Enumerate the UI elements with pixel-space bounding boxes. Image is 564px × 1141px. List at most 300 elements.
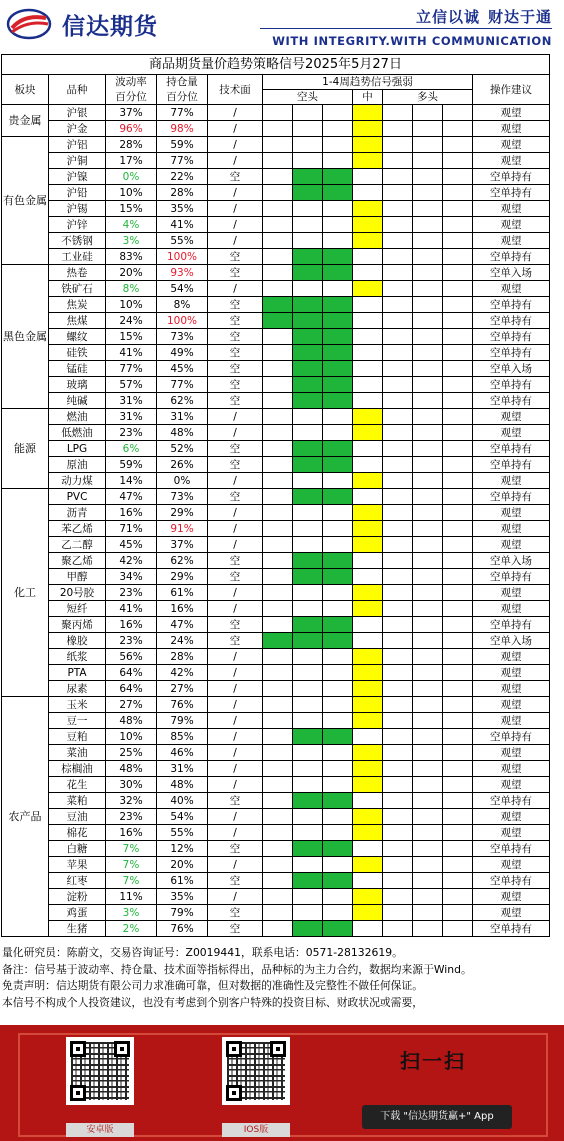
signal-strength-cell (443, 425, 473, 441)
signal-strength-cell (413, 313, 443, 329)
qr-code-icon[interactable] (222, 1037, 290, 1105)
signal-strength-cell (353, 313, 383, 329)
signal-strength-cell (263, 281, 293, 297)
volatility-cell: 10% (106, 729, 157, 745)
volatility-cell: 41% (106, 601, 157, 617)
signal-strength-cell (413, 761, 443, 777)
signal-strength-cell (383, 889, 413, 905)
signal-strength-cell (293, 361, 323, 377)
signal-strength-cell (443, 313, 473, 329)
signal-strength-cell (263, 553, 293, 569)
signal-strength-cell (323, 121, 353, 137)
signal-strength-cell (383, 345, 413, 361)
signal-strength-cell (263, 569, 293, 585)
signal-strength-cell (293, 105, 323, 121)
open-interest-cell: 98% (157, 121, 208, 137)
signal-strength-cell (383, 649, 413, 665)
signal-strength-cell (293, 649, 323, 665)
advice-cell: 观望 (473, 761, 550, 777)
volatility-cell: 7% (106, 873, 157, 889)
signal-strength-cell (353, 633, 383, 649)
signal-strength-cell (413, 361, 443, 377)
table-row (2, 441, 550, 457)
advice-cell: 空单持有 (473, 921, 550, 937)
table-row (2, 777, 550, 793)
ios-label: IOS版 (222, 1123, 290, 1137)
signal-strength-cell (353, 857, 383, 873)
technical-cell: / (208, 665, 263, 681)
signal-strength-cell (293, 633, 323, 649)
open-interest-cell: 8% (157, 297, 208, 313)
table-row (2, 553, 550, 569)
signal-strength-cell (323, 297, 353, 313)
signal-strength-cell (263, 745, 293, 761)
table-row (2, 409, 550, 425)
volatility-cell: 28% (106, 137, 157, 153)
signal-strength-cell (353, 809, 383, 825)
open-interest-cell: 61% (157, 585, 208, 601)
volatility-cell: 32% (106, 793, 157, 809)
open-interest-cell: 31% (157, 409, 208, 425)
signal-strength-cell (383, 569, 413, 585)
signal-strength-cell (323, 761, 353, 777)
variety-cell: 纯碱 (49, 393, 106, 409)
signal-strength-cell (443, 169, 473, 185)
table-row (2, 729, 550, 745)
signal-strength-cell (323, 521, 353, 537)
signal-strength-cell (323, 377, 353, 393)
advice-cell: 观望 (473, 889, 550, 905)
signal-strength-cell (323, 489, 353, 505)
signal-strength-cell (353, 777, 383, 793)
open-interest-cell: 93% (157, 265, 208, 281)
signal-strength-cell (263, 393, 293, 409)
signal-strength-cell (413, 105, 443, 121)
signal-strength-cell (413, 585, 443, 601)
signal-strength-cell (323, 457, 353, 473)
signal-strength-cell (413, 297, 443, 313)
signal-strength-cell (383, 329, 413, 345)
signal-strength-cell (293, 121, 323, 137)
signal-strength-cell (293, 265, 323, 281)
signal-strength-cell (353, 489, 383, 505)
open-interest-cell: 28% (157, 649, 208, 665)
header-tech: 技术面 (208, 75, 263, 105)
signal-strength-cell (383, 873, 413, 889)
signal-strength-cell (353, 281, 383, 297)
advice-cell: 观望 (473, 521, 550, 537)
signal-strength-cell (443, 761, 473, 777)
signal-strength-cell (353, 137, 383, 153)
signal-strength-cell (323, 153, 353, 169)
signal-strength-cell (413, 377, 443, 393)
signal-strength-cell (293, 889, 323, 905)
volatility-cell: 45% (106, 537, 157, 553)
signal-strength-cell (413, 665, 443, 681)
open-interest-cell: 100% (157, 313, 208, 329)
variety-cell: PTA (49, 665, 106, 681)
signal-strength-cell (353, 585, 383, 601)
advice-cell: 空单入场 (473, 265, 550, 281)
signal-strength-cell (413, 841, 443, 857)
signal-strength-cell (263, 121, 293, 137)
volatility-cell: 14% (106, 473, 157, 489)
signal-strength-cell (293, 313, 323, 329)
signal-strength-cell (383, 665, 413, 681)
signal-strength-cell (443, 505, 473, 521)
table-row (2, 761, 550, 777)
signal-strength-cell (383, 809, 413, 825)
signal-strength-cell (293, 233, 323, 249)
variety-cell: 玻璃 (49, 377, 106, 393)
signal-strength-cell (383, 441, 413, 457)
technical-cell: / (208, 697, 263, 713)
signal-strength-cell (443, 265, 473, 281)
signal-strength-cell (413, 905, 443, 921)
open-interest-cell: 20% (157, 857, 208, 873)
technical-cell: / (208, 825, 263, 841)
variety-cell: 红枣 (49, 873, 106, 889)
volatility-cell: 47% (106, 489, 157, 505)
advice-cell: 观望 (473, 425, 550, 441)
open-interest-cell: 77% (157, 105, 208, 121)
signal-strength-cell (263, 729, 293, 745)
signal-strength-cell (323, 649, 353, 665)
remark-line: 备注：信号基于波动率、持仓量、技术面等指标得出，品种标的为主力合约，数据均来源于Wind。 (2, 962, 472, 976)
signal-strength-cell (263, 217, 293, 233)
technical-cell: / (208, 217, 263, 233)
header-advice: 操作建议 (473, 75, 550, 105)
technical-cell: / (208, 137, 263, 153)
table-row (2, 585, 550, 601)
signal-strength-cell (443, 697, 473, 713)
volatility-cell: 16% (106, 505, 157, 521)
signal-strength-cell (353, 649, 383, 665)
cinda-logo-icon (6, 8, 52, 40)
signal-strength-cell (323, 921, 353, 937)
signal-strength-cell (443, 793, 473, 809)
signal-strength-cell (263, 809, 293, 825)
variety-cell: PVC (49, 489, 106, 505)
variety-cell: 豆油 (49, 809, 106, 825)
advice-cell: 空单入场 (473, 361, 550, 377)
variety-cell: 原油 (49, 457, 106, 473)
technical-cell: 空 (208, 873, 263, 889)
signal-strength-cell (443, 585, 473, 601)
advice-cell: 观望 (473, 217, 550, 233)
signal-strength-cell (353, 601, 383, 617)
signal-strength-cell (323, 265, 353, 281)
signal-strength-cell (353, 425, 383, 441)
signal-strength-cell (293, 729, 323, 745)
open-interest-cell: 100% (157, 249, 208, 265)
signal-strength-cell (323, 185, 353, 201)
open-interest-cell: 40% (157, 793, 208, 809)
signal-strength-cell (383, 425, 413, 441)
open-interest-cell: 59% (157, 137, 208, 153)
signal-strength-cell (323, 825, 353, 841)
signal-strength-cell (413, 169, 443, 185)
signal-strength-cell (443, 393, 473, 409)
table-row (2, 665, 550, 681)
signal-strength-cell (383, 105, 413, 121)
advice-cell: 观望 (473, 121, 550, 137)
variety-cell: 棕榈油 (49, 761, 106, 777)
signal-strength-cell (443, 889, 473, 905)
signal-strength-cell (413, 505, 443, 521)
variety-cell: 沪银 (49, 105, 106, 121)
signal-strength-cell (353, 905, 383, 921)
signal-strength-cell (323, 729, 353, 745)
header-mid: 中 (353, 90, 383, 105)
signal-strength-cell (263, 761, 293, 777)
signal-strength-cell (413, 217, 443, 233)
variety-cell: 燃油 (49, 409, 106, 425)
volatility-cell: 41% (106, 345, 157, 361)
volatility-cell: 48% (106, 713, 157, 729)
signal-strength-cell (263, 889, 293, 905)
signal-strength-cell (263, 441, 293, 457)
signal-strength-cell (443, 473, 473, 489)
signal-strength-cell (443, 377, 473, 393)
sector-cell: 农产品 (2, 697, 49, 937)
signal-strength-cell (263, 457, 293, 473)
signal-strength-cell (413, 825, 443, 841)
signal-strength-cell (413, 601, 443, 617)
signal-strength-cell (263, 921, 293, 937)
variety-cell: 沪镍 (49, 169, 106, 185)
signal-strength-cell (353, 873, 383, 889)
open-interest-cell: 42% (157, 665, 208, 681)
signal-strength-cell (443, 873, 473, 889)
signal-strength-cell (443, 825, 473, 841)
signal-strength-cell (323, 745, 353, 761)
advice-cell: 观望 (473, 153, 550, 169)
signal-strength-cell (383, 457, 413, 473)
signal-strength-cell (323, 249, 353, 265)
signal-strength-cell (263, 313, 293, 329)
volatility-cell: 11% (106, 889, 157, 905)
advice-cell: 空单持有 (473, 441, 550, 457)
signal-strength-cell (293, 841, 323, 857)
volatility-cell: 34% (106, 569, 157, 585)
signal-strength-cell (443, 569, 473, 585)
table-row (2, 377, 550, 393)
signal-strength-cell (263, 153, 293, 169)
signal-strength-cell (323, 409, 353, 425)
signal-strength-cell (353, 889, 383, 905)
signal-strength-cell (443, 633, 473, 649)
variety-cell: 鸡蛋 (49, 905, 106, 921)
advice-cell: 空单持有 (473, 489, 550, 505)
volatility-cell: 96% (106, 121, 157, 137)
technical-cell: / (208, 809, 263, 825)
signal-strength-cell (443, 649, 473, 665)
signal-strength-cell (443, 329, 473, 345)
variety-cell: 沪铅 (49, 185, 106, 201)
signal-strength-cell (323, 441, 353, 457)
table-row (2, 633, 550, 649)
variety-cell: 短纤 (49, 601, 106, 617)
open-interest-cell: 49% (157, 345, 208, 361)
advice-cell: 观望 (473, 537, 550, 553)
table-row (2, 329, 550, 345)
advice-cell: 观望 (473, 649, 550, 665)
signal-strength-cell (263, 585, 293, 601)
advice-cell: 观望 (473, 825, 550, 841)
signal-strength-cell (263, 697, 293, 713)
open-interest-cell: 41% (157, 217, 208, 233)
qr-code-icon[interactable] (66, 1037, 134, 1105)
advice-cell: 观望 (473, 105, 550, 121)
signal-strength-cell (353, 825, 383, 841)
table-row (2, 489, 550, 505)
signal-strength-cell (293, 873, 323, 889)
volatility-cell: 7% (106, 857, 157, 873)
signal-strength-cell (413, 249, 443, 265)
scan-text: 扫一扫 (400, 1049, 466, 1073)
signal-strength-cell (353, 105, 383, 121)
advice-cell: 空单持有 (473, 249, 550, 265)
technical-cell: / (208, 777, 263, 793)
variety-cell: 甲醇 (49, 569, 106, 585)
open-interest-cell: 35% (157, 201, 208, 217)
open-interest-cell: 62% (157, 393, 208, 409)
signal-strength-cell (413, 793, 443, 809)
table-row (2, 713, 550, 729)
signal-strength-cell (383, 857, 413, 873)
signal-strength-cell (413, 681, 443, 697)
open-interest-cell: 46% (157, 745, 208, 761)
signal-strength-cell (263, 361, 293, 377)
signal-strength-cell (443, 489, 473, 505)
researcher-line: 量化研究员：陈蔚文，交易咨询证号：Z0019441，联系电话：0571-28132619。 (2, 946, 403, 959)
signal-strength-cell (413, 345, 443, 361)
variety-cell: 沪铝 (49, 137, 106, 153)
volatility-cell: 24% (106, 313, 157, 329)
signal-strength-cell (413, 441, 443, 457)
signal-strength-cell (443, 809, 473, 825)
signal-strength-cell (323, 105, 353, 121)
signal-strength-cell (293, 681, 323, 697)
volatility-cell: 56% (106, 649, 157, 665)
signal-strength-cell (323, 681, 353, 697)
signal-strength-cell (353, 793, 383, 809)
download-app-button[interactable]: 下载 "信达期货赢+" App (362, 1105, 512, 1129)
signal-strength-cell (353, 713, 383, 729)
variety-cell: 生猪 (49, 921, 106, 937)
signal-strength-cell (443, 729, 473, 745)
signal-strength-cell (383, 793, 413, 809)
volatility-cell: 71% (106, 521, 157, 537)
signal-strength-cell (353, 361, 383, 377)
technical-cell: / (208, 201, 263, 217)
technical-cell: / (208, 521, 263, 537)
signal-strength-cell (263, 345, 293, 361)
technical-cell: 空 (208, 617, 263, 633)
signal-strength-cell (443, 201, 473, 217)
technical-cell: / (208, 649, 263, 665)
signal-strength-cell (293, 601, 323, 617)
signal-strength-cell (323, 345, 353, 361)
signal-strength-cell (293, 777, 323, 793)
volatility-cell: 23% (106, 425, 157, 441)
signal-strength-cell (383, 633, 413, 649)
table-row (2, 345, 550, 361)
signal-strength-cell (383, 185, 413, 201)
signal-strength-cell (263, 601, 293, 617)
open-interest-cell: 73% (157, 329, 208, 345)
signal-strength-cell (293, 217, 323, 233)
table-row (2, 121, 550, 137)
open-interest-cell: 62% (157, 553, 208, 569)
variety-cell: 豆一 (49, 713, 106, 729)
table-row (2, 601, 550, 617)
signal-strength-cell (443, 745, 473, 761)
signal-strength-cell (413, 889, 443, 905)
signal-strength-cell (383, 537, 413, 553)
variety-cell: 锰硅 (49, 361, 106, 377)
technical-cell: 空 (208, 313, 263, 329)
signal-strength-cell (443, 713, 473, 729)
signal-strength-cell (413, 457, 443, 473)
signal-strength-cell (353, 745, 383, 761)
advice-cell: 空单持有 (473, 297, 550, 313)
signal-strength-cell (353, 377, 383, 393)
table-row (2, 841, 550, 857)
advice-cell: 空单入场 (473, 553, 550, 569)
signal-strength-cell (413, 745, 443, 761)
signal-strength-cell (323, 393, 353, 409)
advice-cell: 观望 (473, 697, 550, 713)
sector-cell: 贵金属 (2, 105, 49, 137)
volatility-cell: 17% (106, 153, 157, 169)
signal-strength-cell (413, 409, 443, 425)
signal-strength-cell (293, 249, 323, 265)
advice-cell: 观望 (473, 585, 550, 601)
signal-strength-cell (413, 185, 443, 201)
variety-cell: 淀粉 (49, 889, 106, 905)
signal-strength-cell (443, 361, 473, 377)
signal-strength-cell (323, 665, 353, 681)
volatility-cell: 64% (106, 681, 157, 697)
table-row (2, 473, 550, 489)
open-interest-cell: 73% (157, 489, 208, 505)
variety-cell: 乙二醇 (49, 537, 106, 553)
signal-strength-cell (263, 521, 293, 537)
disclaimer-line-2: 本信号不构成个人投资建议，也没有考虑到个别客户特殊的投资目标、财政状况或需要， (2, 995, 424, 1009)
volatility-cell: 30% (106, 777, 157, 793)
signal-strength-cell (383, 697, 413, 713)
signal-strength-cell (353, 233, 383, 249)
signal-strength-cell (293, 825, 323, 841)
signal-strength-cell (263, 505, 293, 521)
signal-strength-cell (383, 713, 413, 729)
open-interest-cell: 91% (157, 521, 208, 537)
signal-strength-cell (443, 217, 473, 233)
signal-strength-cell (293, 905, 323, 921)
variety-cell: 硅铁 (49, 345, 106, 361)
header-long: 多头 (383, 90, 473, 105)
volatility-cell: 4% (106, 217, 157, 233)
signal-strength-cell (443, 137, 473, 153)
signal-strength-cell (293, 185, 323, 201)
variety-cell: 低燃油 (49, 425, 106, 441)
open-interest-cell: 54% (157, 809, 208, 825)
volatility-cell: 48% (106, 761, 157, 777)
signal-strength-cell (323, 601, 353, 617)
signal-strength-cell (413, 393, 443, 409)
